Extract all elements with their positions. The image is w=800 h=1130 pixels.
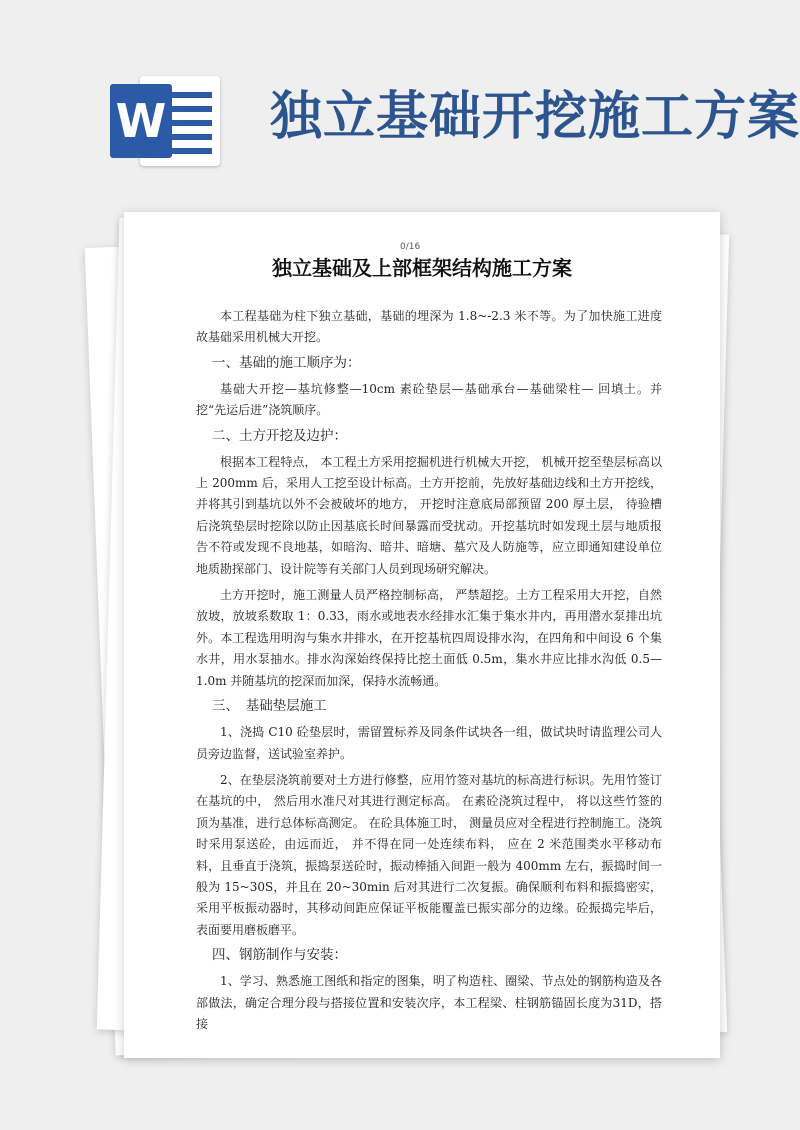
paragraph: 土方开挖时，施工测量人员严格控制标高， 严禁超挖。土方工程采用大开挖，自然放坡，放坡系数取 1：0.33，雨水或地表水经排水汇集于集水井内，再用潜水泵排出坑外。本工程选用明沟与集水井排水，在开挖基杭四周设排水沟，在四角和中间设 6 个集水井，用水泵抽水。排水沟深始终保持比挖土面低 0.5m，集水井应比排水沟低 0.5— 1.0m 并随基坑的挖深而加深，保持水流畅通。: [196, 588, 662, 688]
page-number: 0/16: [400, 242, 421, 252]
word-letter: W: [110, 84, 172, 158]
section-heading: 二、土方开挖及边护：: [212, 427, 347, 444]
document-title: 独立基础及上部框架结构施工方案: [272, 256, 572, 280]
section-heading: 一、基础的施工顺序为：: [212, 354, 361, 371]
paragraph: 1、浇捣 C10 砼垫层时，需留置标养及同条件试块各一组，做试块时请监理公司人员旁边监督，送试验室养护。: [196, 725, 662, 761]
word-document-icon: [110, 72, 220, 168]
banner-title: 独立基础开挖施工方案: [270, 87, 800, 147]
paragraph: 根据本工程特点， 本工程土方采用挖掘机进行机械大开挖， 机械开挖至垫层标高以上 200mm 后，采用人工挖至设计标高。土方开挖前，先放好基础边线和土方开挖线，并将其引到基坑以外不会被破坏的地方， 开挖时注意底局部预留 200 厚土层， 待验槽后浇筑垫层时挖除以防止因基底长时间暴露而受扰动。开挖基坑时如发现土层与地质报告不符或发现不良地基，如暗沟、暗井、暗塘、墓穴及人防施等，应立即通知建设单位地质勘探部门、设计院等有关部门人员到现场研究解决。: [196, 454, 662, 576]
banner: [0, 0, 800, 190]
paragraph: 基础大开挖—基坑修整—10cm 素砼垫层—基础承台—基础梁柱— 回填土。并挖“先运后进”浇筑顺序。: [196, 381, 662, 418]
document-body: [196, 306, 662, 1035]
document-page: [124, 212, 720, 1058]
section-heading: 四、钢筋制作与安装：: [212, 947, 347, 964]
paragraph: 1、学习、熟悉施工图纸和指定的图集，明了构造柱、圈梁、节点处的钢筋构造及各部做法，确定合理分段与搭接位置和安装次序，本工程梁、柱钢筋锚固长度为31D，搭接: [196, 974, 662, 1031]
paragraph: 本工程基础为柱下独立基础，基础的埋深为 1.8~-2.3 米不等。为了加快施工进度故基础采用机械大开挖。: [196, 309, 662, 345]
paragraph: 2、在垫层浇筑前要对土方进行修整，应用竹签对基坑的标高进行标识。先用竹签订在基坑的中， 然后用水准尺对其进行测定标高。 在素砼浇筑过程中， 将以这些竹签的顶为基准，进行总体标高测定。 在砼具体施工时， 测量员应对全程进行控制施工。浇筑时采用泵送砼，由远而近， 并不得在同一处连续布料， 应在 2 米范围类水平移动布料，且垂直于浇筑，振捣泵送砼时，振动棒插入间距一般为 400mm 左右，振捣时间一般为 15~30S，并且在 20~30min 后对其进行二次复振。确保顺利布料和振捣密实，采用平板振动器时，其移动间距应保证平板能覆盖已振实部分的边缘。砼振捣完毕后，表面要用磨板磨平。: [196, 772, 662, 937]
section-heading: 三、 基础垫层施工: [212, 698, 327, 715]
